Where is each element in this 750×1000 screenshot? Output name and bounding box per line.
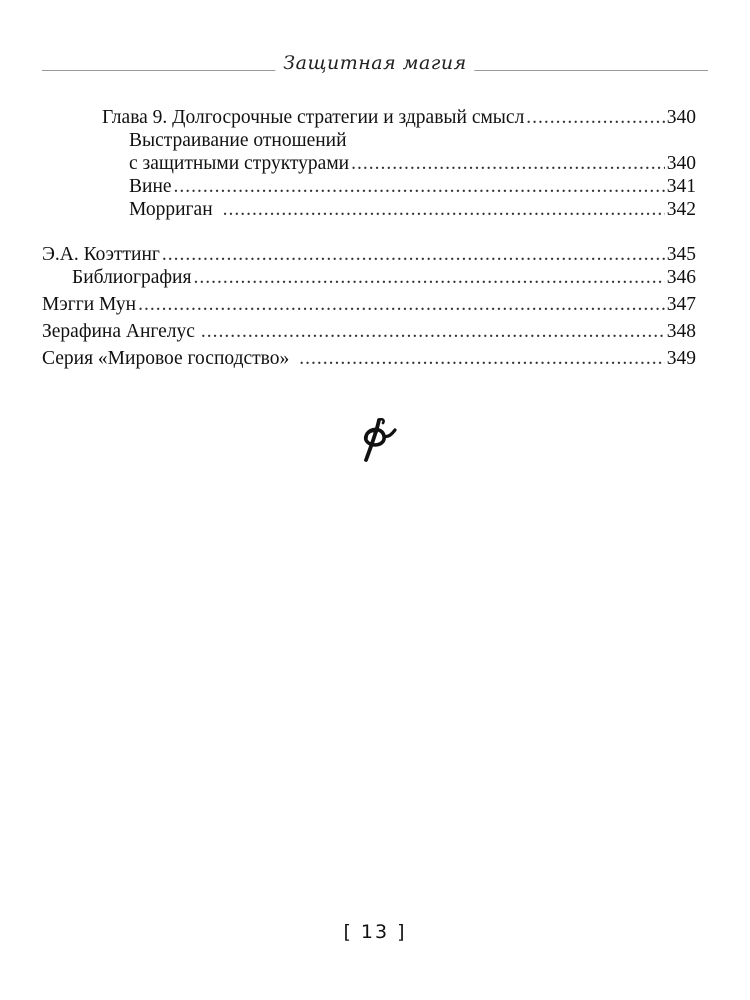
toc-entry-label: Морриган	[129, 199, 213, 220]
toc-entry-series[interactable]	[42, 347, 696, 370]
toc-entry-protective-structures[interactable]	[42, 129, 696, 175]
toc-entry-page: 340	[666, 107, 696, 128]
toc-entry-page: 349	[666, 348, 696, 369]
toc-leader-dots	[193, 266, 664, 289]
toc-leader-dots	[174, 175, 665, 198]
toc-entry-label: Зерафина Ангелус	[42, 321, 195, 342]
toc-entry-vine[interactable]	[42, 175, 696, 198]
toc-leader-dots	[223, 198, 665, 221]
toc-entry-label: Э.А. Коэттинг	[42, 244, 160, 265]
toc-entry-page: 346	[666, 267, 696, 288]
toc-leader-dots	[162, 243, 665, 266]
toc-entry-koetting[interactable]	[42, 243, 696, 266]
table-of-contents	[42, 106, 696, 370]
toc-entry-label: Глава 9. Долгосрочные стратегии и здравый смысл	[102, 107, 525, 128]
toc-entry-morrigan[interactable]	[42, 198, 696, 221]
toc-leader-dots	[526, 106, 664, 129]
running-header-title: Защитная магия	[275, 52, 474, 74]
toc-leader-dots	[201, 320, 665, 343]
toc-entry-page: 340	[666, 153, 696, 174]
toc-entry-chapter-9[interactable]	[42, 106, 696, 129]
toc-entry-page: 341	[666, 176, 696, 197]
toc-entry-label: Выстраивание отношений	[129, 130, 347, 151]
toc-entry-page: 345	[666, 244, 696, 265]
toc-leader-dots	[138, 293, 665, 316]
toc-entry-page: 347	[666, 294, 696, 315]
toc-entry-moon[interactable]	[42, 293, 696, 316]
toc-entry-page: 342	[666, 199, 696, 220]
toc-entry-label: Библиография	[72, 267, 192, 288]
toc-entry-page: 348	[666, 321, 696, 342]
running-header	[42, 52, 708, 80]
page-number: [ 13 ]	[343, 921, 407, 943]
toc-entry-label: Вине	[129, 176, 172, 197]
toc-leader-dots	[351, 152, 665, 175]
toc-entry-label: Мэгги Мун	[42, 294, 137, 315]
toc-entry-bibliography[interactable]	[42, 266, 696, 289]
toc-section-gap	[42, 221, 696, 243]
toc-entry-angelus[interactable]	[42, 320, 696, 343]
toc-leader-dots	[299, 347, 665, 370]
toc-entry-label-continued: с защитными структурами	[129, 153, 350, 174]
publisher-phi-ornament-icon	[352, 416, 398, 464]
toc-entry-label: Серия «Мировое господство»	[42, 348, 290, 369]
